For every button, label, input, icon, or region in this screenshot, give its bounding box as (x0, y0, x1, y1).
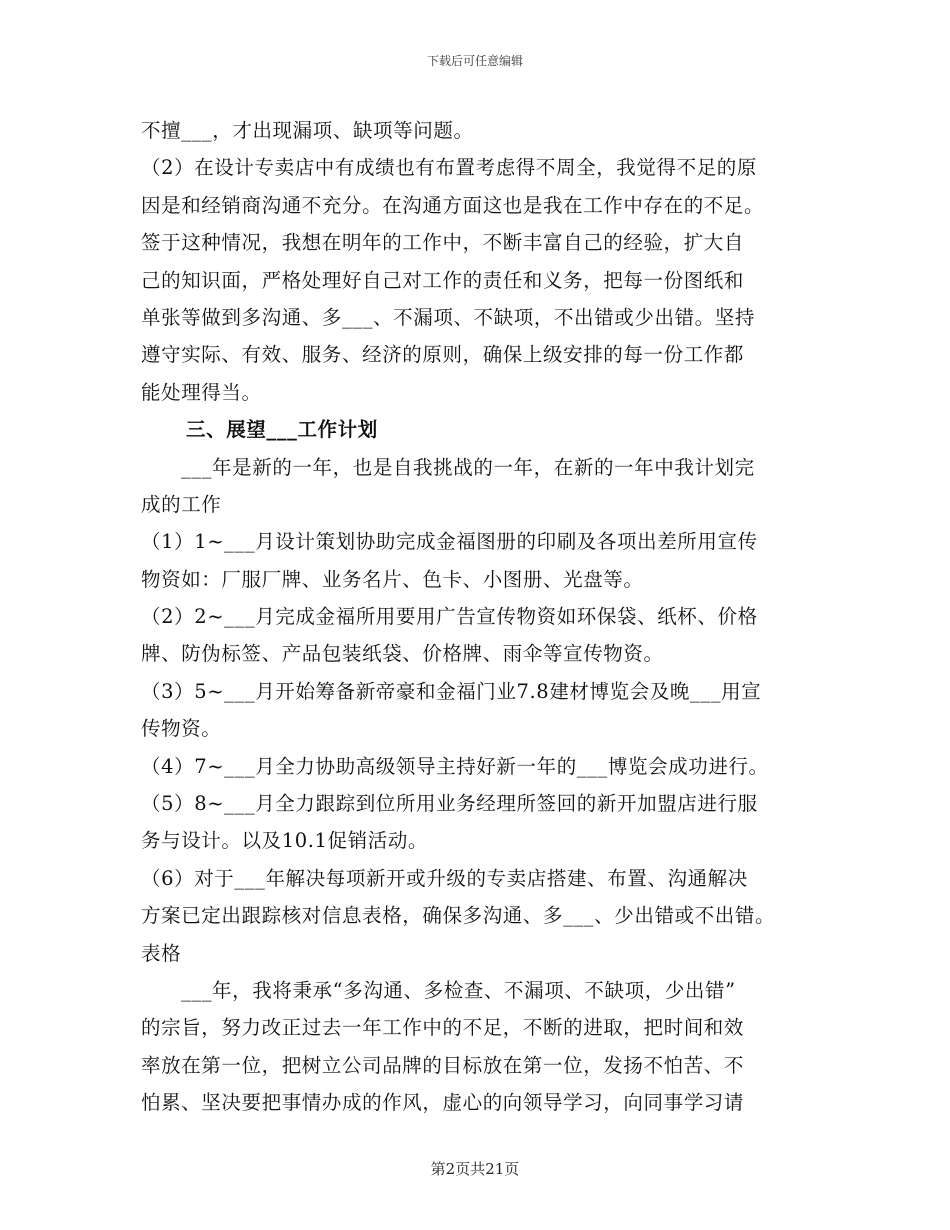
text-line: （4）7~___月全力协助高级领导主持好新一年的___博览会成功进行。 (141, 754, 769, 778)
text-line: （1）1~___月设计策划协助完成金福图册的印刷及各项出差所用宣传 (141, 530, 758, 554)
text-line: 单张等做到多沟通、多___、不漏项、不缺项，不出错或少出错。坚持 (141, 305, 755, 329)
text-line: 的宗旨，努力改正过去一年工作中的不足，不断的进取，把时间和效 (141, 1016, 745, 1040)
text-line: 方案已定出跟踪核对信息表格，确保多沟通、多___、少出错或不出错。 (141, 904, 776, 928)
text-line: 不擅___，才出现漏项、缺项等问题。 (141, 119, 474, 142)
text-line: 务与设计。以及10.1促销活动。 (141, 829, 429, 853)
text-line: ___年是新的一年，也是自我挑战的一年，在新的一年中我计划完 (181, 455, 755, 479)
text-line: ___年，我将秉承“多沟通、多检查、不漏项、不缺项，少出错” (181, 978, 736, 1002)
text-line: 传物资。 (141, 717, 222, 741)
page-header: 下载后可任意编辑 (426, 54, 523, 68)
text-line: （2）在设计专卖店中有成绩也有布置考虑得不周全，我觉得不足的原 (141, 156, 758, 180)
section-heading: 三、展望___工作计划 (186, 418, 378, 442)
text-line: 怕累、坚决要把事情办成的作风，虚心的向领导学习，向同事学习请 (141, 1091, 745, 1115)
text-line: 成的工作 (141, 492, 222, 516)
page-footer: 第2页共21页 (430, 1160, 520, 1178)
text-line: 能处理得当。 (141, 380, 262, 404)
text-line: （3）5~___月开始筹备新帝豪和金福门业7.8建材博览会及晚___用宣 (141, 679, 762, 703)
text-line: 遵守实际、有效、服务、经济的原则，确保上级安排的每一份工作都 (141, 343, 745, 367)
text-line: （5）8~___月全力跟踪到位所用业务经理所签回的新开加盟店进行服 (141, 792, 758, 816)
text-line: 表格 (141, 941, 182, 965)
text-line: 牌、防伪标签、产品包装纸袋、价格牌、雨伞等宣传物资。 (141, 642, 664, 666)
text-line: 己的知识面，严格处理好自己对工作的责任和义务，把每一份图纸和 (141, 268, 745, 292)
document-body (141, 112, 821, 1122)
text-line: 签于这种情况，我想在明年的工作中，不断丰富自己的经验，扩大自 (141, 231, 745, 255)
text-line: 物资如：厂服厂牌、业务名片、色卡、小图册、光盘等。 (141, 567, 644, 591)
text-line: 率放在第一位，把树立公司品牌的目标放在第一位，发扬不怕苦、不 (141, 1053, 745, 1077)
text-line: （6）对于___年解决每项新开或升级的专卖店搭建、布置、沟通解决 (141, 866, 748, 890)
text-line: 因是和经销商沟通不充分。在沟通方面这也是我在工作中存在的不足。 (141, 193, 765, 217)
text-line: （2）2~___月完成金福所用要用广告宣传物资如环保袋、纸杯、价格 (141, 605, 758, 629)
